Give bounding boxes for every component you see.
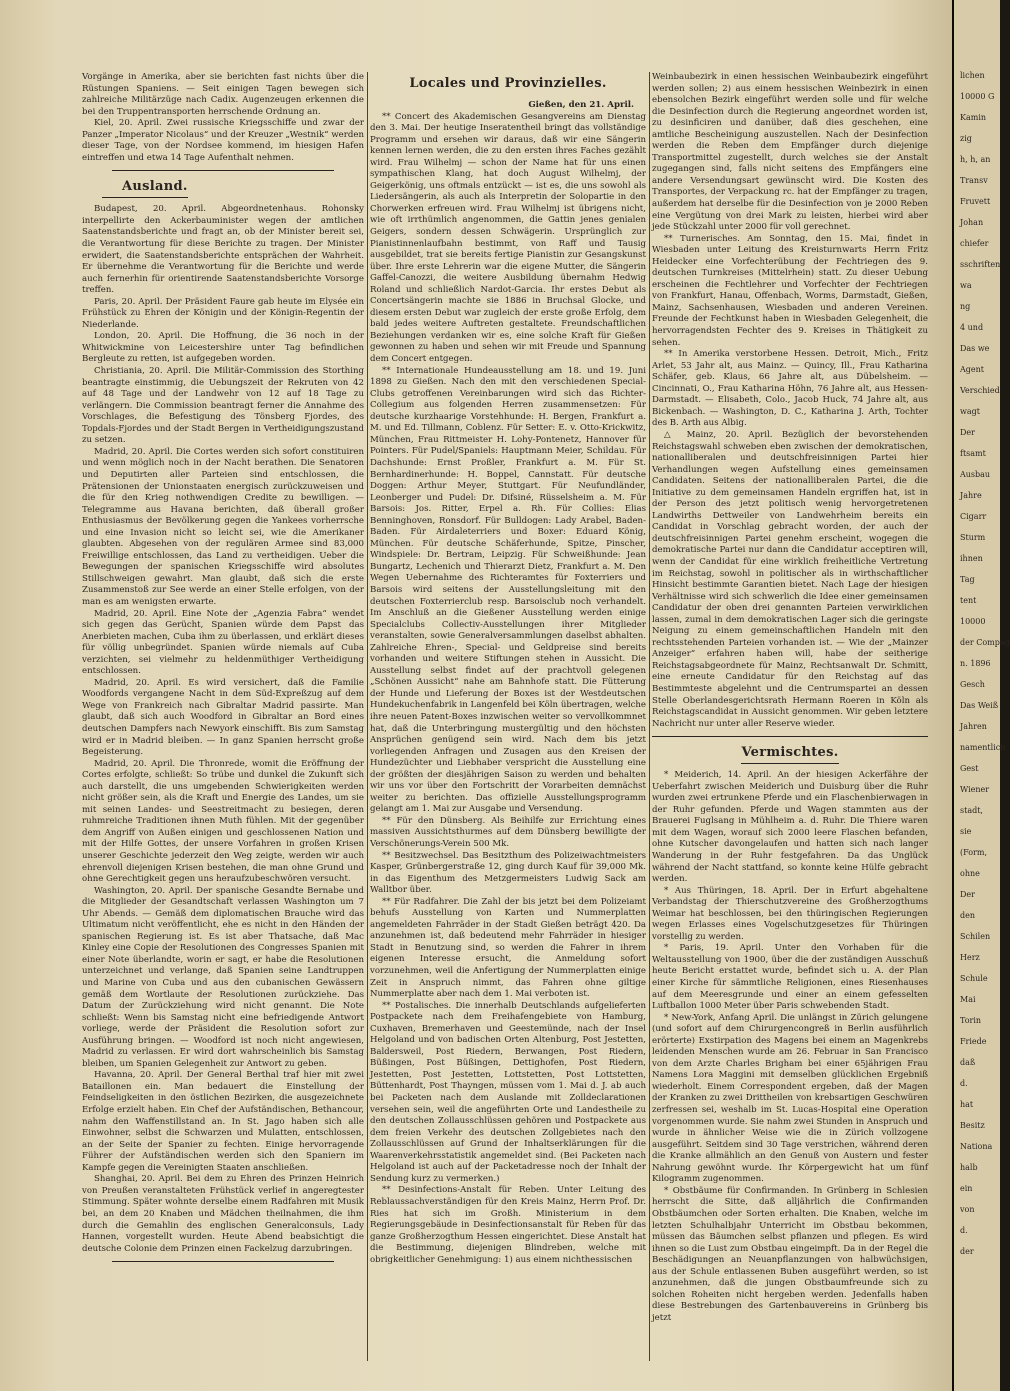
adjacent-page-fragment: Sturm (960, 533, 986, 542)
adjacent-page-fragment: Friede (960, 1037, 987, 1046)
local-item: ** Für Radfahrer. Die Zahl der bis jetzt bei dem Polizeiamt behufs Ausstellung von Karten und Nummerplatten angemeldeten Fahrräder in der Stadt Gießen beträgt 420. Da anzunehmen ist, daß bedeutend mehr Fahrräder in hiesiger Stadt in Benutzung sind, so werden die Fahrer in ihrem eigenen Interesse ersucht, die Anmeldung sofort vorzunehmen, weil die Anfertigung der Nummerplatten einige Zeit in Anspruch nimmt, das Fahren ohne giltige Nummerplatte aber nach dem 1. Mai verboten ist. (370, 896, 646, 1000)
kiel-paragraph: Kiel, 20. April. Zwei russische Kriegsschiffe und zwar der Panzer „Imperator Nicolaus“ und der Kreuzer „Westnik“ werden dieser Tage, von der Nordsee kommend, im hiesigen Hafen eintreffen und etwa 14 Tage Aufenthalt nehmen. (82, 118, 364, 163)
adjacent-page-fragment: daß (960, 1058, 976, 1067)
adjacent-page-fragment: 10000 (960, 617, 986, 626)
adjacent-page-fragment: Jahren (960, 722, 987, 731)
adjacent-page-fragment: den (960, 911, 976, 920)
adjacent-page-fragment: Transv (960, 176, 988, 185)
adjacent-page-fragment: Das Weiß (960, 701, 999, 710)
adjacent-page-fragment: h, h, an (960, 155, 991, 164)
column-rule (367, 72, 368, 1361)
section-heading-vermischtes (652, 743, 928, 764)
adjacent-page-fragment: halb (960, 1163, 978, 1172)
section-divider (652, 736, 928, 737)
news-item: Washington, 20. April. Der spanische Gesandte Bernabe und die Mitglieder der Gesandtschaft verlassen Washington um 7 Uhr Abends. — Gemäß dem diplomatischen Brauche wird das Ultimatum nicht veröffentlicht, ehe es nicht in den Händen der spanischen Regierung ist. Es ist aber Thatsache, daß Mac Kinley eine Copie der Resolutionen des Congresses Spanien mit einer Note überlandte, worin er sagt, er habe die Resolutionen unterzeichnet und verlange, daß Spanien seine Landtruppen und Marine von Cuba und aus den cubanischen Gewässern gemäß dem Wortlaute der Resolutionen zurückziehe. Das Datum der Zurückziehung wird nicht genannt. Die Note schließt: Wenn bis Samstag nicht eine befriedigende Antwort vorliege, werde der Präsident die Resolution sofort zur Ausführung bringen. — Woodford ist noch nicht angewiesen, Madrid zu verlassen. Er wird dort wahrscheinlich bis Samstag bleiben, um Spanien Gelegenheit zur Antwort zu geben. (82, 885, 364, 1069)
adjacent-page-fragment: Torin (960, 1016, 982, 1025)
adjacent-page-fragment: zig (960, 134, 972, 143)
end-divider (112, 1261, 334, 1262)
adjacent-page-fragment: Gesch (960, 680, 985, 689)
adjacent-page-fragment: ng (960, 302, 971, 311)
adjacent-page-fragment: Schule (960, 974, 988, 983)
column-2 (370, 72, 646, 1361)
adjacent-page-fragment: Wiener (960, 785, 990, 794)
news-item: Shanghai, 20. April. Bei dem zu Ehren des Prinzen Heinrich von Preußen veranstalteten Frühstück verlief in angeregtester Stimmung. Später wohnte derselbe einem Radfahren mit Musik bei, an dem 20 Knaben und Mädchen theilnahmen, die ihm durch die Gemahlin des englischen Generalconsuls, Lady Hannen, vorgestellt wurden. Heute Abend beabsichtigt die deutsche Colonie dem Prinzen einen Fackelzug darzubringen. (82, 1174, 364, 1254)
misc-item: * Obstbäume für Confirmanden. In Grünberg in Schlesien herrscht die Sitte, daß alljährlich die Confirmanden Obstbäumchen oder Sorten erhalten. Die Knaben, welche im letzten Schulhalbjahr Unterricht im Obstbau bekommen, müssen das Bäumchen selbst pflanzen und pflegen. Es wird ihnen so die Lust zum Obstbau eingeimpft. Da in der Regel die Beschädigungen an Neuanpflanzungen von halbwüchsigen, aus der Schule entlassenen Buben ausgeführt werden, so ist anzunehmen, daß die jungen Obstbaumfreunde sich zu solchen Roheiten nicht hergeben werden. Jedenfalls haben diese Bestrebungen des Gartenbauvereins in Grünberg bis jetzt (652, 1185, 928, 1323)
misc-item: * New-York, Anfang April. Die unlängst in Zürich gelungene (und sofort auf dem Chirurgencongreß in Berlin ausführlich erörterte) Exstirpation des Magens bei einem an Magenkrebs leidenden Menschen wurde am 26. Februar in San Francisco von dem Arzte Charles Brigham bei einer 65jährigen Frau Namens Lora Maggini mit demselben glücklichen Ergebniß wiederholt. Einem Correspondent ergeben, daß der Magen der Kranken zu zwei Drittheilen von krebsartigen Geschwüren zerfressen sei, weshalb im St. Lucas-Hospital eine Operation vorgenommen wurde. Sie nahm zwei Stunden in Anspruch und wurde in ähnlicher Weise wie die in Zürich vollzogene ausgeführt. Seitdem sind 30 Tage verstrichen, während deren die Kranke allmählich an den Genuß von Austern und fester Nahrung gewöhnt wurde. Ihr Körpergewicht hat um fünf Kilogramm zugenommen. (652, 1012, 928, 1185)
local-item: ** In Amerika verstorbene Hessen. Detroit, Mich., Fritz Arlet, 53 Jahr alt, aus Mainz. — Quincy, Ill., Frau Katharina Schäfer, geb. Klaus, 66 Jahre alt, aus Dübelsheim. — Cincinnati, O., Frau Katharina Höhn, 76 Jahre alt, aus Hessen-Darmstadt. — Elisabeth, Colo., Jacob Huck, 74 Jahre alt, aus Bickenbach. — Washington, D. C., Katharina J. Arth, Tochter des B. Arth aus Albig. (652, 349, 928, 429)
local-item: ** Turnerisches. Am Sonntag, den 15. Mai, findet in Wiesbaden unter Leitung des Kreisturnwarts Herrn Fritz Heidecker eine Vorfechterübung der Fechtriegen des 9. deutschen Turnkreises (Mittelrhein) statt. Zu dieser Uebung erscheinen die Fechtlehrer und Vorfechter der Fechtriegen von Frankfurt, Hanau, Offenbach, Worms, Darmstadt, Gießen, Mainz, Sachsenhausen, Wiesbaden und anderen Vereinen. Freunde der Fechtkunst haben in Wiesbaden Gelegenheit, die hervorragendsten Fechter des 9. Kreises in Thätigkeit zu sehen. (652, 233, 928, 348)
adjacent-page-fragment: ftsamt (960, 449, 986, 458)
local-item: △ Mainz, 20. April. Bezüglich der bevorstehenden Reichstagswahl schweben eben zwischen der demokratischen, nationalliberalen und deutschfreisinnigen Partei hier Verhandlungen wegen Aufstellung eines gemeinsamen Candidaten. Seitens der nationalliberalen Partei, die die Initiative zu dem gemeinsamen Handeln ergriffen hat, ist in der Person des jetzt politisch wenig hervorgetretenen Landwirths Dettweiler von Landwehrheim bereits ein Candidat in Vorschlag gebracht worden, der auch der deutschfreisinnigen Partei genehm erscheint, wogegen die demokratische Partei nur dann die Candidatur acceptiren will, wenn der Candidat für eine wirklich freiheitliche Vertretung im Reichstag, sowohl in politischer als in wirthschaftlicher Hinsicht bestimmte Garantien bietet. Nach Lage der hiesigen Verhältnisse wird sich schwerlich die Idee einer gemeinsamen Candidatur der oben drei genannten Parteien verwirklichen lassen, zumal in dem demokratischen Lager sich die geringste Neigung zu einem gemeinschaftlichen Handeln mit den rechtsstehenden Parteien vorhanden ist. — Wie der „Mainzer Anzeiger“ erfahren haben will, habe der seitherige Reichstagsabgeordnete für Mainz, Rechtsanwalt Dr. Schmitt, eine erneute Candidatur für den Reichstag auf das Bestimmteste abgelehnt und die Centrumspartei an dessen Stelle Oberlandesgerichtsrath Hermann Roeren in Köln als Reichstagscandidat in Aussicht genommen. Wir geben letztere Nachricht nur unter aller Reserve wieder. (652, 429, 928, 729)
adjacent-page-fragment: Der (960, 428, 975, 437)
local-item: Weinbaubezirk in einen hessischen Weinbaubezirk eingeführt werden sollen; 2) aus einem hessischen Weinbezirk in einen ebensolchen Bezirk eingeführt werden solle und für welche die Desinfection durch die Regierung angeordnet worden ist, zu desinficiren und danüber, daß dies geschehen, eine amtliche Bescheinigung auszustellen. Nach der Desinfection werden die Reben dem Empfänger durch diejenige Transportmittel zugestellt, durch welches sie der Anstalt zugegangen sind, falls nicht seitens des Empfängers eine andere Versendungsart gewünscht wird. Die Kosten des Transportes, der Verpackung rc. hat der Empfänger zu tragen, außerdem hat derselbe für die Desinfection von je 2000 Reben eine Vergütung von drei Mark zu leisten, hierbei wird aber jede Stückzahl unter 2000 für voll gerechnet. (652, 72, 928, 233)
adjacent-page-fragment: der (960, 1247, 974, 1256)
adjacent-page-fragment: Besitz (960, 1121, 985, 1130)
adjacent-page-fragment: ihnen (960, 554, 983, 563)
news-item: Madrid, 20. April. Eine Note der „Agenzia Fabra“ wendet sich gegen das Gerücht, Spanien würde dem Papst das Anerbieten machen, Cuba ihm zu überlassen, und erklärt dieses für völlig unbegründet. Spanien würde niemals auf Cuba verzichten, sei vielmehr zu heldenmüthiger Vertheidigung entschlossen. (82, 608, 364, 677)
adjacent-page-fragment: Verschied (960, 386, 1000, 395)
adjacent-page-fragment: Mai (960, 995, 976, 1004)
adjacent-page-fragment: ohne (960, 869, 980, 878)
news-item: Madrid, 20. April. Die Thronrede, womit die Eröffnung der Cortes erfolgte, schließt: So trübe und dunkel die Zukunft sich auch darstellt, die uns umgebenden Schwierigkeiten werden nicht größer sein, als die Kraft und Energie des Landes, um sie mit seinen Landes- und Seestreitmacht zu besiegen, deren ruhmreiche Traditionen ihnen Muth fühlen. Mit der gegenüber dem Angriff von Außen einigen und geschlossenen Nation und mit der Hilfe Gottes, der unsere Vorfahren in großen Krisen unserer Geschichte jederzeit den Weg zeigte, werden wir auch ehrenvoll diejenigen Krisen bestehen, die man ohne Grund und ohne Gerechtigkeit gegen uns heraufzubeschwören versucht. (82, 758, 364, 885)
adjacent-page-edge (954, 0, 1010, 1391)
adjacent-page-fragment: der Compag (960, 638, 1010, 647)
adjacent-page-fragment: von (960, 1205, 975, 1214)
adjacent-page-fragment: hat (960, 1100, 974, 1109)
adjacent-page-fragment: Herz (960, 953, 980, 962)
adjacent-page-fragment: Gest (960, 764, 979, 773)
section-divider (112, 170, 334, 171)
adjacent-page-fragment: Jahre (960, 491, 982, 500)
local-item: ** Für den Dünsberg. Als Beihilfe zur Errichtung eines massiven Aussichtsthurmes auf dem Dünsberg bewilligte der Verschönerungs-Verein 500 Mk. (370, 815, 646, 849)
column-1 (82, 72, 364, 1361)
adjacent-page-fragment: d. (960, 1226, 968, 1235)
adjacent-page-fragment: sie (960, 827, 972, 836)
adjacent-page-fragment: Johan (960, 218, 984, 227)
ausland-title: Ausland. (102, 177, 188, 198)
local-item: ** Internationale Hundeausstellung am 18. und 19. Juni 1898 zu Gießen. Nach den mit den verschiedenen Special-Clubs getroffenen Vereinbarungen wird sich das Richter-Collegium aus folgenden Herren zusammensetzen: Für deutsche kurzhaarige Vorstehhunde: H. Bergen, Frankfurt a. M. und Ed. Tillmann, Coblenz. Für Setter: E. v. Otto-Krickwitz, München, Frau Rittmeister H. Lohy-Pontenetz, Hannover für Pointers. Für Pudel/Spaniels: Hauptmann Meier, Schildau. Für Dachshunde: Ernst Proßler, Frankfurt a. M. Für St. Bernhardinerhunde: H. Boppel, Cannstatt. Für deutsche Doggen: Arthur Meyer, Stuttgart. Für Neufundländer, Leonberger und Pudel: Dr. Difsiné, Rüsselsheim a. M. Für Barsois: Jos. Ritter, Erpel a. Rh. Für Collies: Elias Benninghoven, Ronsdorf. Für Bulldogen: Lady Arabel, Baden-Baden. Für Airdaleterriers und Boxer: Eduard König, München. Für deutsche Schäferhunde, Spitze, Pinscher, Windspiele: Dr. Bertram, Leipzig. Für Schweißhunde: Jean Bungartz, Lechenich und Thierarzt Dietz, Frankfurt a. M. Den Wegen Uebernahme des Richteramtes für Foxterriers und Barsois wird seitens der Ausstellungsleitung mit den deutschen Foxterrierclub resp. Barsoisclub noch verhandelt. Im Anschluß an die Gießener Ausstellung werden einige Specialclubs Collectiv-Ausstellungen ihrer Mitglieder veranstalten, sowie Generalversammlungen daselbst abhalten. Zahlreiche Ehren-, Special- und Geldpreise sind bereits vorhanden und weitere Stiftungen stehen in Aussicht. Die Ausstellung selbst findet auf der prachtvoll gelegenen „Schönen Aussicht“ nahe am Bahnhofe statt. Die Fütterung der Hunde und Lieferung der Boxes ist der Westdeutschen Hundekuchenfabrik in Langenfeld bei Köln übertragen, welche ihre neuen Patent-Boxes inzwischen weiter so vervollkommnet hat, daß die Unterbringung mustergültig und den höchsten Ansprüchen genügend sein wird. Nach dem bis jetzt vorliegenden Anfragen und Zusagen aus den Kreisen der Hundezüchter und Liebhaber verspricht die Ausstellung eine der größten der diesjährigen Saison zu werden und behalten wir uns vor über den Fortschritt der Vorarbeiten demnächst weiter zu berichten. Das offizielle Ausstellungsprogramm gelangt am 1. Mai zur Ausgabe und Versendung. (370, 365, 646, 815)
local-item: ** Desinfections-Anstalt für Reben. Unter Leitung des Reblaussachverständigen für den Kreis Mainz, Herrn Prof. Dr. Ries hat sich im Großh. Ministerium in dem Regierungsgebäude in Desinfectionsanstalt für Reben für das ganze Großherzogthum Hessen eingerichtet. Diese Anstalt hat die Bestimmung, diejenigen Blindreben, welche mit obrigkeitlicher Genehmigung: 1) aus einem nichthessischen (370, 1185, 646, 1265)
vermischtes-title: Vermischtes. (741, 743, 838, 764)
news-item: Budapest, 20. April. Abgeordnetenhaus. Rohonsky interpellirte den Ackerbauminister wegen der amtlichen Saatenstandsberichte und fragt an, ob der Minister bereit sei, die Verantwortung für diese Berichte zu tragen. Der Minister erwidert, die Saatenstandsberichte entsprächen der Wahrheit. Er übernehme die Verantwortung für die Berichte und werde auch fernerhin für orientirende Saatenstandsberichte Vorsorge treffen. (82, 204, 364, 296)
misc-item: * Aus Thüringen, 18. April. Der in Erfurt abgehaltene Verbandstag der Thierschutzvereine des Großherzogthums Weimar hat beschlossen, bei den thüringischen Regierungen wegen Erlasses eines Vogelschutzgesetzes für Thüringen vorstellig zu werden. (652, 885, 928, 942)
adjacent-page-fragment: chiefer (960, 239, 989, 248)
adjacent-page-fragment: (Form, (960, 848, 988, 857)
news-item: Paris, 20. April. Der Präsident Faure gab heute im Elysée ein Frühstück zu Ehren der Königin und der Königin-Regentin der Niederlande. (82, 296, 364, 330)
adjacent-page-fragment: Tag (960, 575, 975, 584)
local-item: ** Besitzwechsel. Das Besitzthum des Polizeiwachtmeisters Kasper, Grünbergerstraße 12, ging durch Kauf für 39,000 Mk. in das Eigenthum des Metzgermeisters Ludwig Sack am Walltbor über. (370, 850, 646, 896)
news-item: Madrid, 20. April. Es wird versichert, daß die Familie Woodfords vergangene Nacht in dem Süd-Expreßzug auf dem Wege von Frankreich nach Gibraltar Madrid passirte. Man glaubt, daß sich auch Woodford in Gibraltar an Bord eines deutschen Dampfers nach Newyork einschifft. Bis zum Samstag wird er in Madrid bleiben. — In ganz Spanien herrscht große Begeisterung. (82, 677, 364, 758)
adjacent-page-fragment: stadt, (960, 806, 983, 815)
adjacent-page-fragment: Schilen (960, 932, 991, 941)
adjacent-page-fragment: Cigarr (960, 512, 987, 521)
column-rule (649, 72, 650, 1361)
local-item: ** Concert des Akademischen Gesangvereins am Dienstag den 3. Mai. Der heutige Inseratentheil bringt das vollständige Programm und ersehen wir daraus, daß wir eine Sängerin kennen lernen werden, die zu den ersten ihres Faches gezählt wird. Frau Wilhelmj — schon der Name hat für uns einen sympathischen Klang, hat doch August Wilhelmj, der Geigerkönig, uns oftmals entzückt — ist es, die uns sowohl als Liedersängerin, als auch als Interpretin der Solopartie in den Chorwerken erfreuen wird. Frau Wilhelmj ist übrigens nicht, wie oft irrthümlich angenommen, die Gattin jenes genialen Geigers, sondern dessen Schwägerin. Ursprünglich zur Pianistinnenlaufbahn bestimmt, von Raff und Tausig ausgebildet, trat sie bereits fertige Pianistin zur Gesangskunst über. Ihre erste Lehrerin war die eigene Mutter, die Sängerin Gaffel-Canozzi, die weitere Ausbildung übernahm Hedwig Roland und schließlich Nardot-Garcia. Ihr erstes Debut als Concertsängerin machte sie 1886 in Bruchsal Glocke, und diesem ersten Debut war zugleich der erste große Erfolg, dem bald jedes weitere Auftreten gestaltete. Freundschaftlichen Beziehungen verdanken wir es, eine solche Kraft für Gießen gewonnen zu haben und sehen wir mit Freude und Spannung dem Concert entgegen. (370, 111, 646, 365)
adjacent-page-fragment: Ausbau (960, 470, 991, 479)
adjacent-page-fragment: ein (960, 1184, 973, 1193)
local-item: ** Postalisches. Die innerhalb Deutschlands aufgelieferten Postpackete nach dem Freihafengebiete von Hamburg, Cuxhaven, Bremerhaven und Geestemünde, nach der Insel Helgoland und von badischen Orten Altenburg, Post Jestetten, Baldersweil, Post Riedern, Berwangen, Post Riedern, Büßingen, Post Büßingen, Dettighofen, Post Riedern, Jestetten, Post Jestetten, Lottstetten, Post Lottstetten, Büttenhardt, Post Thayngen, müssen vom 1. Mai d. J. ab auch bei Packeten nach dem Auslande mit Zolldeclarationen versehen sein, weil die angeführten Orte und Landestheile zu den deutschen Zollausschlüssen gehören und Postpackete aus dem freien Verkehr des deutschen Zollgebietes nach den Zollausschlüssen auf Grund der Inhaltserklärungen für die Waarenverkehrsstatistik angemeldet sind. (Bei Packeten nach Helgoland ist auch auf der Packetadresse noch der Inhalt der Sendung kurz zu vermerken.) (370, 1000, 646, 1184)
adjacent-page-fragment: n. 1896 (960, 659, 991, 668)
intro-paragraph: Vorgänge in Amerika, aber sie berichten fast nichts über die Rüstungen Spaniens. — Seit einigen Tagen bewegen sich zahlreiche Militärzüge nach Cadix. Augenzeugen erkennen die bei den Truppentransporten herrschende Ordnung an. (82, 72, 364, 117)
adjacent-page-fragment: Das we (960, 344, 990, 353)
adjacent-page-fragment: namentlich (960, 743, 1006, 752)
adjacent-page-fragment: Fruvett (960, 197, 991, 206)
adjacent-page-fragment: sschriften (960, 260, 1001, 269)
dateline: Gießen, den 21. April. (528, 100, 634, 110)
news-item: Havanna, 20. April. Der General Berthal traf hier mit zwei Bataillonen ein. Man bedauert die Einstellung der Feindseligkeiten in den östlichen Bezirken, die ausgezeichnete Erfolge erzielt haben. Ein Chef der Aufständischen, Bethancour, nahm den Waffenstillstand an. In St. Jago haben sich alle Einwohner, selbst die Schwarzen und Mulatten, entschlossen, an der Seite der Spanier zu fechten. Einige hervorragende Führer der Aufständischen werden sich den Spaniern im Kampfe gegen die Vereinigten Staaten anschließen. (82, 1070, 364, 1173)
news-item: Christiania, 20. April. Die Militär-Commission des Storthing beantragte einstimmig, die Uebungszeit der Rekruten von 42 auf 48 Tage und der Landwehr von 12 auf 18 Tage zu verlängern. Die Commission beantragt ferner die Annahme des Vorschlages, die Befestigung des Tönsberg Fjordes, des Topdals-Fjordes und der Stadt Bergen in Vertheidigungszustand zu setzen. (82, 366, 364, 446)
section-heading-locales: Locales und Provinzielles. (409, 76, 607, 91)
adjacent-page-fragment: Der (960, 890, 975, 899)
adjacent-page-fragment: Nationa (960, 1142, 993, 1151)
adjacent-page-fragment: Kamin (960, 113, 987, 122)
adjacent-page-fragment: 10000 G (960, 92, 995, 101)
adjacent-page-fragment: tent (960, 596, 977, 605)
adjacent-page-fragment: d. (960, 1079, 968, 1088)
misc-item: * Meiderich, 14. April. An der hiesigen Ackerfähre der Ueberfahrt zwischen Meiderich und Duisburg über die Ruhr wurden zwei ertrunkene Pferde und ein Flaschenbierwagen in der Ruhr gefunden. Pferde und Wagen stammten aus der Brauerei Fuglsang in Mühlheim a. d. Ruhr. Die Thiere waren mit dem Wagen, worauf sich 2000 leere Flaschen befanden, ohne Kutscher davongelaufen und hatten sich nach langer Wanderung in der Ruhr festgefahren. Da das Unglück während der Nacht stattfand, so konnte keine Hülfe gebracht werden. (652, 770, 928, 885)
section-heading-ausland (82, 177, 364, 198)
column-3 (652, 72, 928, 1361)
adjacent-page-fragment: 4 und (960, 323, 984, 332)
news-item: Madrid, 20. April. Die Cortes werden sich sofort constituiren und wenn möglich noch in der Nacht berathen. Die Senatoren und Deputirten aller Parteien sind entschlossen, die Prätensionen der Unionstaaten energisch zurückzuweisen und die für den Krieg nothwendigen Credite zu bewilligen. — Telegramme aus Havana berichten, daß überall großer Enthusiasmus der Bevölkerung gegen die Yankees vorherrsche und eine Invasion nicht so leicht sei, wie die Amerikaner glaubten. Abgesehen von der regulären Armee sind 83,000 Freiwillige entschlossen, das Land zu vertheidigen. Ueber die Bewegungen der spanischen Kriegsschiffe wird absolutes Stillschweigen gewahrt. Man glaubt, daß sich die erste Zusammenstoß zur See werde an einer Stelle erfolgen, von der man es am wenigsten erwarte. (82, 446, 364, 607)
adjacent-page-fragment: lichen (960, 71, 985, 80)
adjacent-page-fragment: wagt (960, 407, 980, 416)
news-item: London, 20. April. Die Hoffnung, die 36 noch in der Whitwickmine von Leicestershire unter Tag befindlichen Bergleute zu retten, ist aufgegeben worden. (82, 331, 364, 365)
adjacent-page-fragment: Agent (960, 365, 984, 374)
adjacent-page-fragment: wa (960, 281, 972, 290)
misc-item: * Paris, 19. April. Unter den Vorhaben für die Weltausstellung von 1900, über die der zuständigen Ausschuß heute Bericht erstattet wurde, befindet sich u. A. der Plan einer Kirche für sämmtliche Religionen, eines Riesenhauses auf dem Meeresgrunde und einer an einem gefesselten Luftballon 1000 Meter über Paris schwebenden Stadt. (652, 943, 928, 1012)
